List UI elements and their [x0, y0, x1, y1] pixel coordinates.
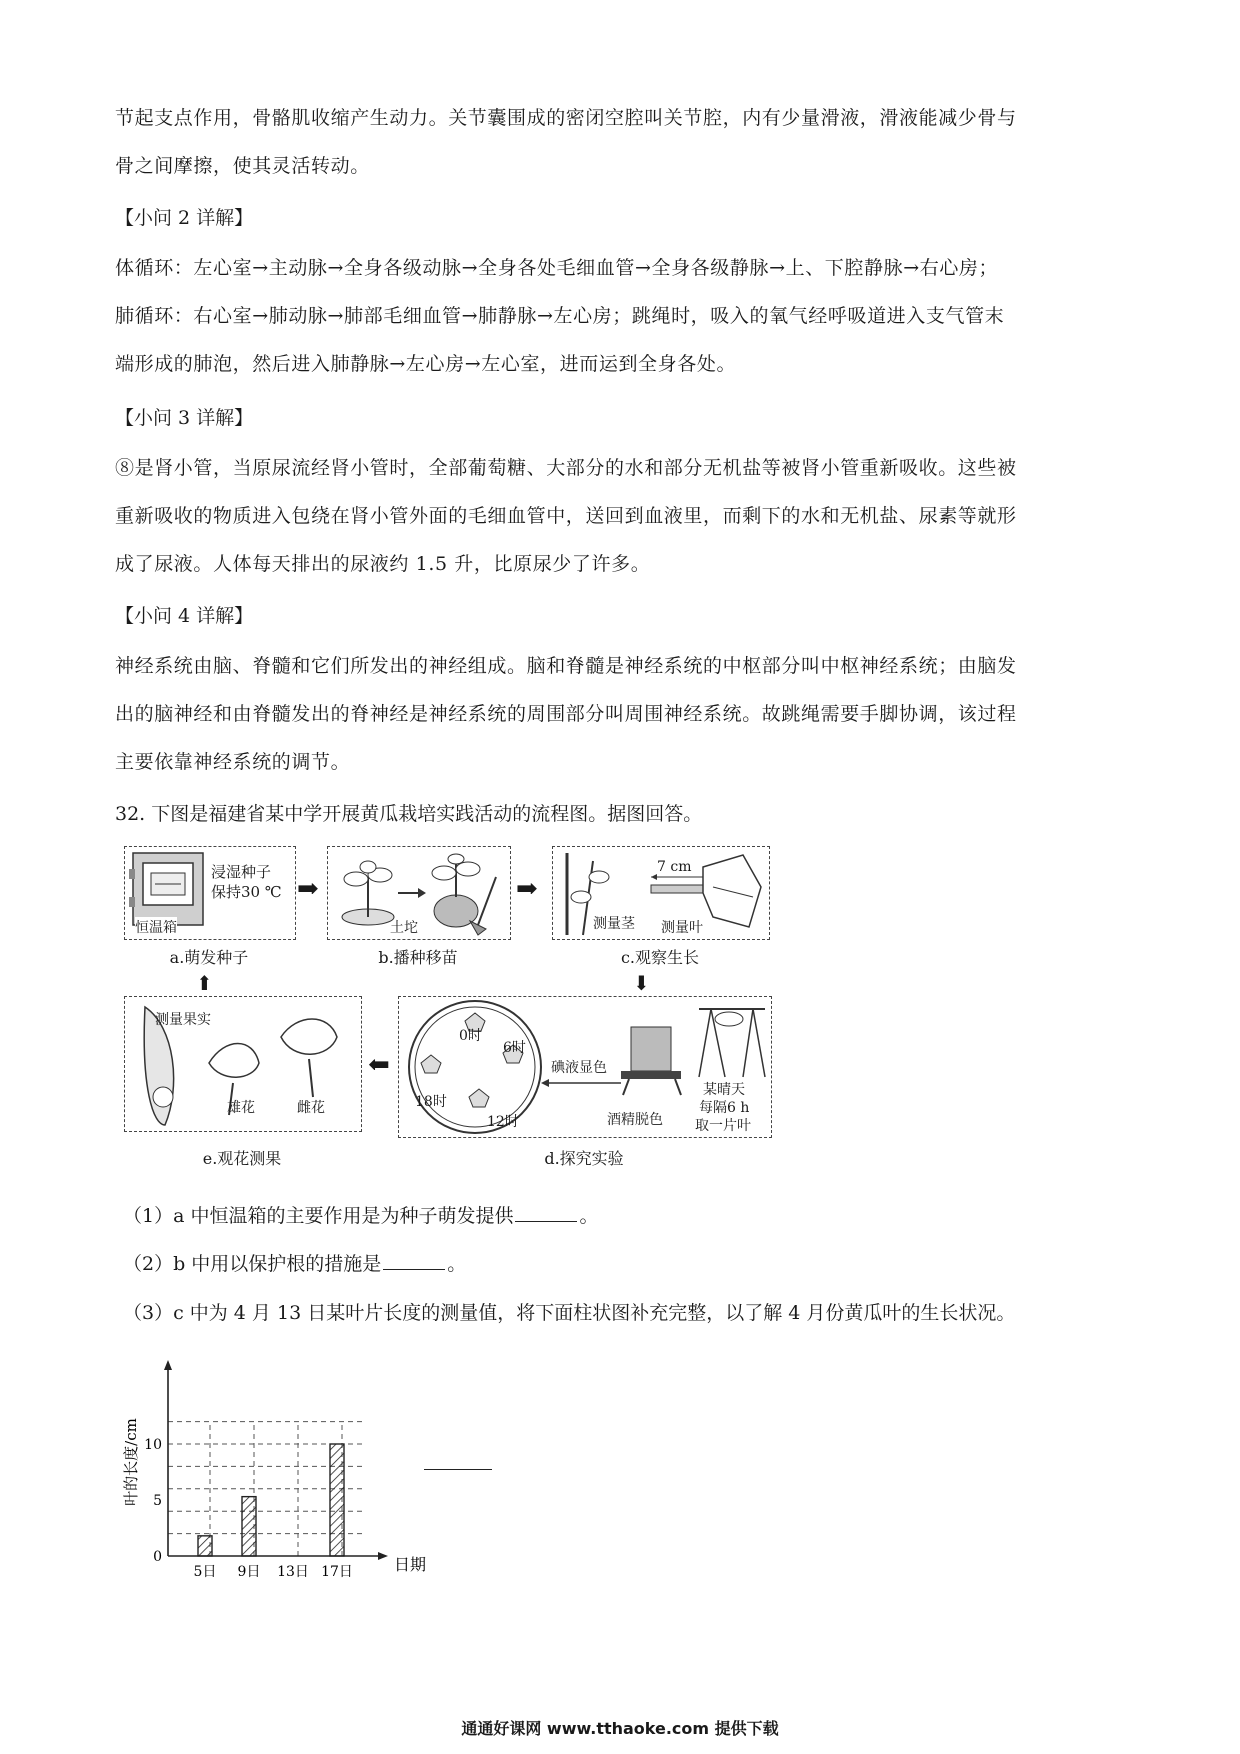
- caption-e: e.观花测果: [202, 1149, 282, 1168]
- arrow-left-icon: ⬅: [368, 1050, 390, 1080]
- question-1: [123, 1201, 598, 1231]
- arrow-right-icon: ➡: [516, 874, 538, 904]
- seedling-illustration: [328, 847, 510, 939]
- x-tick-label: 17日: [321, 1564, 353, 1580]
- section-heading-q2: 【小问 2 详解】: [115, 207, 254, 229]
- length-label: 7 cm: [657, 859, 692, 875]
- sample-note-line2: 每隔6 h: [699, 1100, 750, 1116]
- measure-leaf-label: 测量叶: [661, 920, 703, 936]
- question-3: （3）c 中为 4 月 13 日某叶片长度的测量值，将下面柱状图补充完整，以了解 4 月份黄瓜叶的生长状况。: [123, 1302, 1016, 1324]
- incubator-label-line2: 保持30 ℃: [211, 883, 282, 901]
- question-32-stem: 32. 下图是福建省某中学开展黄瓜栽培实践活动的流程图。据图回答。: [115, 803, 703, 825]
- bar-17日: [330, 1444, 344, 1556]
- x-tick-label: 9日: [237, 1564, 261, 1580]
- text-line: 肺循环：右心室→肺动脉→肺部毛细血管→肺静脉→左心房；跳绳时，吸入的氧气经呼吸道进入支气管末: [115, 305, 1005, 327]
- caption-b: b.播种移苗: [378, 948, 458, 967]
- caption-a: a.萌发种子: [169, 948, 249, 967]
- y-axis-arrow-icon: [164, 1360, 172, 1370]
- arrow-down-icon: ⬇: [633, 971, 650, 995]
- time-0-label: 0时: [459, 1028, 482, 1044]
- text-line: 端形成的肺泡，然后进入肺静脉→左心房→左心室，进而运到全身各处。: [115, 353, 737, 375]
- text-line: ⑧是肾小管，当原尿流经肾小管时，全部葡萄糖、大部分的水和部分无机盐等被肾小管重新吸收。这些被: [115, 457, 1017, 479]
- bar-9日: [242, 1497, 256, 1556]
- time-12-label: 12时: [487, 1114, 519, 1130]
- answer-paragraph-4: [115, 642, 1125, 786]
- male-flower-label: 雄花: [227, 1100, 255, 1116]
- measure-stem-label: 测量茎: [593, 916, 635, 932]
- time-6-label: 6时: [503, 1040, 526, 1056]
- panel-a: [124, 846, 296, 940]
- iodine-label: 碘液显色: [551, 1060, 607, 1076]
- question-1-text: （1）a 中恒温箱的主要作用是为种子萌发提供: [123, 1205, 514, 1227]
- panel-c: [552, 846, 770, 940]
- text-line: 重新吸收的物质进入包绕在肾小管外面的毛细血管中，送回到血液里，而剩下的水和无机盐、尿素等就形: [115, 505, 1017, 527]
- answer-blank[interactable]: [383, 1251, 445, 1270]
- y-tick-label: 10: [144, 1437, 162, 1453]
- y-tick-label: 5: [153, 1493, 162, 1509]
- incubator-box-label: 恒温箱: [135, 917, 177, 937]
- x-axis-label: 日期: [394, 1555, 427, 1574]
- text-line: 成了尿液。人体每天排出的尿液约 1.5 升，比原尿少了许多。: [115, 553, 651, 575]
- sample-note-line3: 取一片叶: [695, 1118, 751, 1134]
- y-axis-label: 叶的长度/cm: [122, 1418, 140, 1506]
- text-line: 出的脑神经和由脊髓发出的脊神经是神经系统的周围部分叫周围神经系统。故跳绳需要手脚协调，该过程: [115, 703, 1017, 725]
- text-line: 骨之间摩擦，使其灵活转动。: [115, 155, 370, 177]
- answer-paragraph-1: [115, 94, 1125, 190]
- soil-ball-label: 土坨: [390, 920, 418, 936]
- y-tick-label: 0: [153, 1549, 162, 1565]
- x-tick-label: 5日: [193, 1564, 217, 1580]
- panel-d: [398, 996, 772, 1138]
- answer-paragraph-2: [115, 244, 1125, 388]
- section-heading-q3: 【小问 3 详解】: [115, 407, 254, 429]
- caption-c: c.观察生长: [620, 948, 700, 967]
- chart-answer-blank[interactable]: [424, 1469, 492, 1470]
- text-line: 神经系统由脑、脊髓和它们所发出的神经组成。脑和脊髓是神经系统的中枢部分叫中枢神经系统；由脑发: [115, 655, 1017, 677]
- incubator-label-line1: 浸湿种子: [211, 863, 272, 881]
- measure-fruit-label: 测量果实: [155, 1012, 211, 1028]
- chart-bars: [198, 1444, 344, 1556]
- bar-5日: [198, 1536, 212, 1556]
- question-2-end: 。: [447, 1253, 467, 1275]
- text-line: 主要依靠神经系统的调节。: [115, 751, 351, 773]
- x-tick-label: 13日: [277, 1564, 309, 1580]
- question-2-text: （2）b 中用以保护根的措施是: [123, 1253, 382, 1275]
- panel-e: [124, 996, 362, 1132]
- arrow-up-icon: ⬆: [196, 971, 213, 995]
- arrow-right-icon: ➡: [297, 874, 319, 904]
- time-18-label: 18时: [415, 1094, 447, 1110]
- question-1-end: 。: [579, 1205, 599, 1227]
- page-footer: 通通好课网 www.tthaoke.com 提供下载: [461, 1719, 779, 1738]
- leaf-length-bar-chart: [118, 1356, 438, 1586]
- female-flower-label: 雌花: [297, 1100, 325, 1116]
- sample-note-line1: 某晴天: [703, 1082, 745, 1098]
- answer-blank[interactable]: [515, 1203, 577, 1222]
- alcohol-label: 酒精脱色: [607, 1112, 663, 1128]
- section-heading-q4: 【小问 4 详解】: [115, 605, 254, 627]
- text-line: 体循环：左心室→主动脉→全身各级动脉→全身各处毛细血管→全身各级静脉→上、下腔静脉→右心房；: [115, 257, 999, 279]
- answer-paragraph-3: [115, 444, 1125, 588]
- panel-b: [327, 846, 511, 940]
- text-line: 节起支点作用，骨骼肌收缩产生动力。关节囊围成的密闭空腔叫关节腔，内有少量滑液，滑液能减少骨与: [115, 107, 1017, 129]
- caption-d: d.探究实验: [544, 1149, 624, 1168]
- question-2: [123, 1249, 466, 1279]
- x-axis-arrow-icon: [378, 1552, 388, 1560]
